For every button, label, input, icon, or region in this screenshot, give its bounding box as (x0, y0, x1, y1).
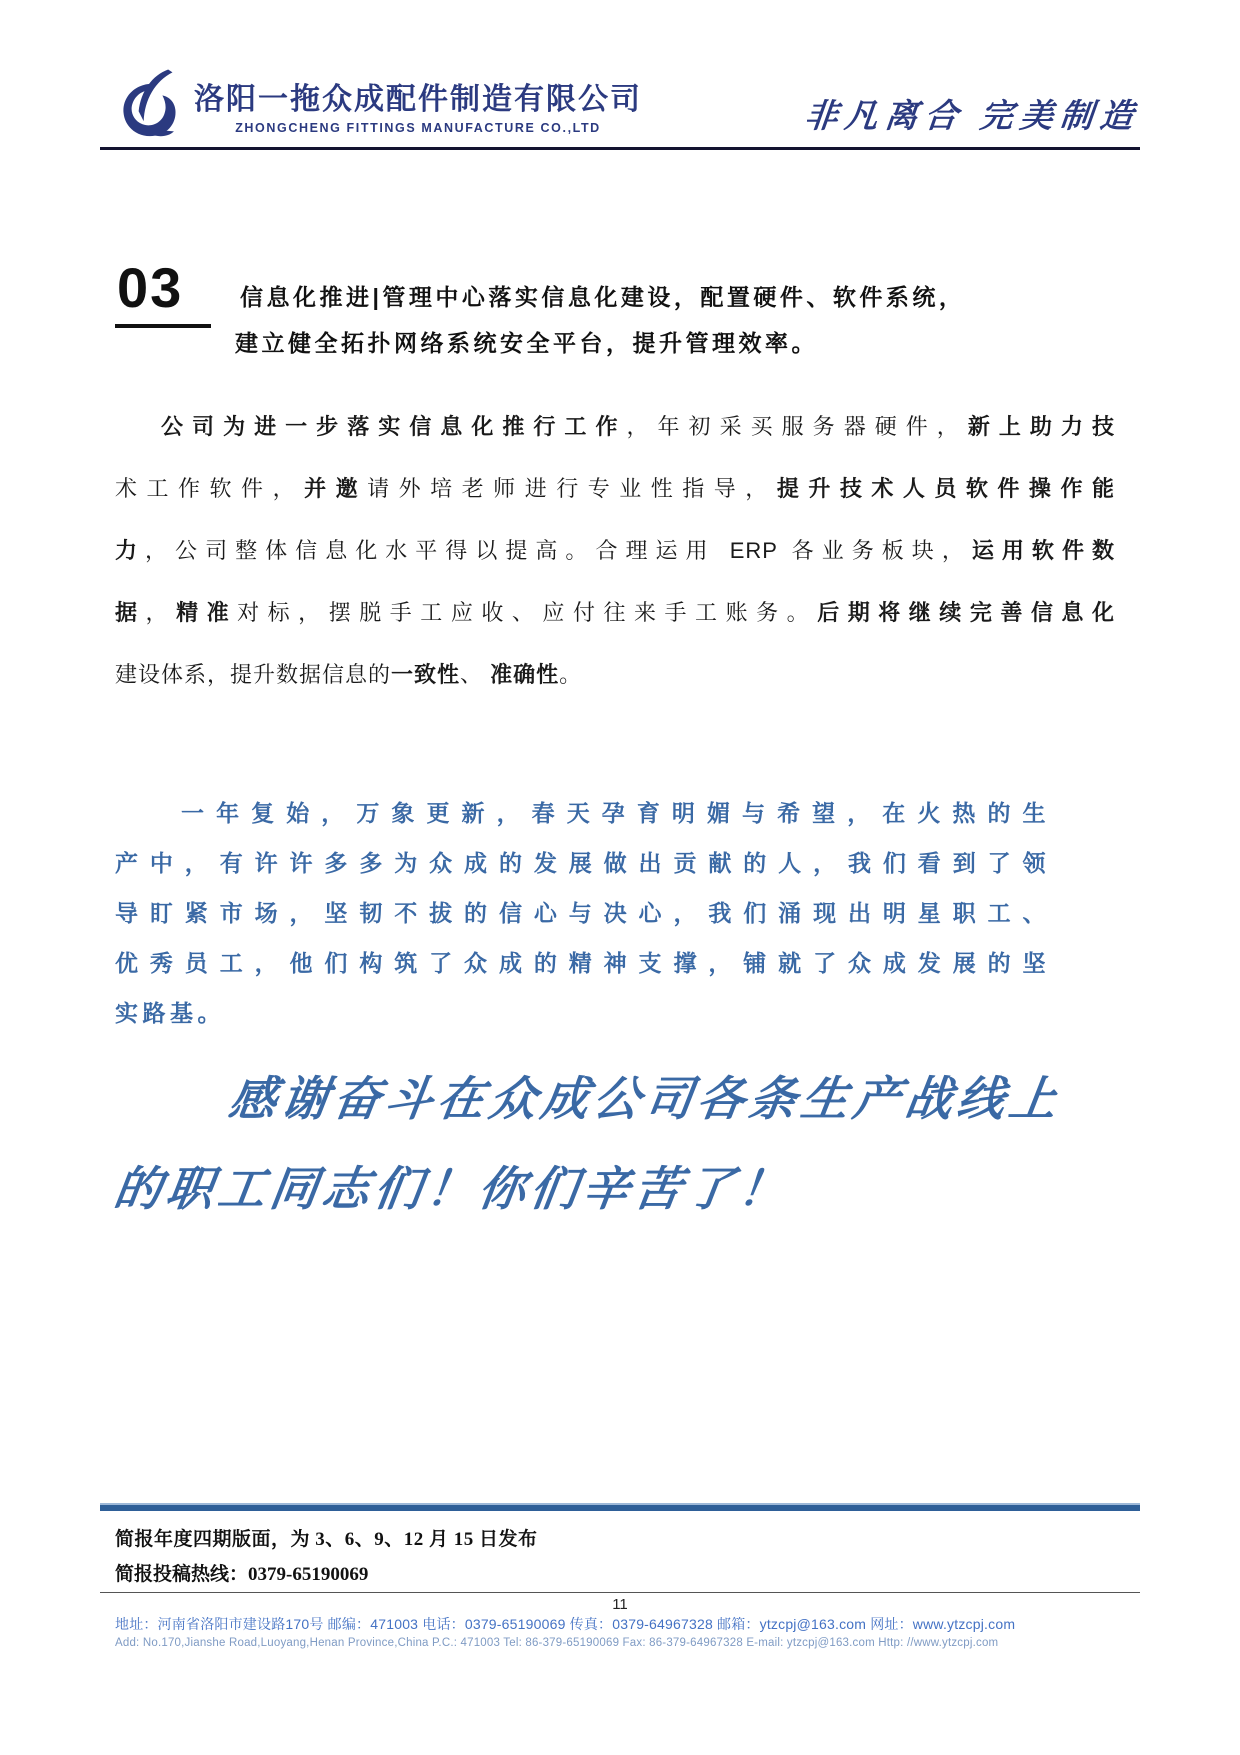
text-line: 优秀员工，他们构筑了众成的精神支撑，铺就了众成发展的坚 (115, 950, 1050, 976)
contact-info-cn: 地址：河南省洛阳市建设路170号 邮编：471003 电话：0379-65190069 传真：0379-64967328 邮箱：ytzcpj@163.com 网址：www.ytzcpj.com (115, 1616, 1016, 1632)
section-title-line1: 信息化推进|管理中心落实信息化建设，配置硬件、软件系统， (240, 284, 966, 310)
highlight-paragraph (115, 788, 1050, 1038)
contact-info-en: Add: No.170,Jianshe Road,Luoyang,Henan Province,China P.C.: 471003 Tel: 86-379-65190069 Fax: 86-379-64967328 E-mail: ytzcpj@163.com Http: //www.ytzcpj.com (115, 1637, 999, 1649)
company-logo (112, 68, 642, 140)
page-number: 11 (612, 1596, 628, 1613)
hotline-label: 简报投稿热线： (115, 1564, 249, 1585)
text-line: 产中，有许许多多为众成的发展做出贡献的人，我们看到了领 (115, 850, 1050, 876)
calligraphy-slogan: 非凡离合 完美制造 (802, 99, 1142, 135)
footer-divider (100, 1592, 1140, 1593)
section-number: 03 (115, 258, 235, 328)
text-line: 导盯紧市场，坚韧不拔的信心与决心，我们涌现出明星职工、 (115, 900, 1050, 926)
footer-accent-bar (100, 1503, 1140, 1511)
company-name-en: ZHONGCHENG FITTINGS MANUFACTURE CO.,LTD (235, 120, 601, 135)
section-title-line2: 建立健全拓扑网络系统安全平台，提升管理效率。 (235, 330, 818, 356)
text-line: 实路基。 (115, 1000, 225, 1026)
header-divider (100, 147, 1140, 150)
text-line: 公司为进一步落实信息化推行工作，年初采买服务器硬件，新上助力技 (161, 414, 1115, 439)
thanks-text-line1: 感谢奋斗在众成公司各条生产战线上 (225, 1072, 1066, 1125)
publication-schedule: 简报年度四期版面，为 3、6、9、12 月 15 日发布 (115, 1529, 538, 1550)
page-header (100, 68, 1140, 140)
body-paragraph (115, 396, 1115, 706)
text-line: 建设体系，提升数据信息的一致性、 准确性。 (115, 662, 583, 687)
submission-hotline (115, 1559, 368, 1586)
hotline-number: 0379-65190069 (248, 1564, 369, 1585)
text-line: 术工作软件，并邀请外培老师进行专业性指导，提升技术人员软件操作能 (115, 476, 1115, 501)
text-line: 一年复始，万象更新，春天孕育明媚与希望，在火热的生 (181, 800, 1050, 826)
text-line: 据，精准对标，摆脱手工应收、应付往来手工账务。后期将继续完善信息化 (115, 600, 1115, 625)
company-name-cn: 洛阳一拖众成配件制造有限公司 (194, 82, 642, 116)
swan-feather-logo-icon (112, 68, 184, 140)
company-name-block (194, 74, 642, 135)
text-line: 力，公司整体信息化水平得以提高。合理运用 ERP 各业务板块，运用软件数 (115, 538, 1115, 563)
thanks-text-line2: 的职工同志们！你们辛苦了！ (110, 1162, 795, 1215)
section-heading (115, 258, 1145, 360)
